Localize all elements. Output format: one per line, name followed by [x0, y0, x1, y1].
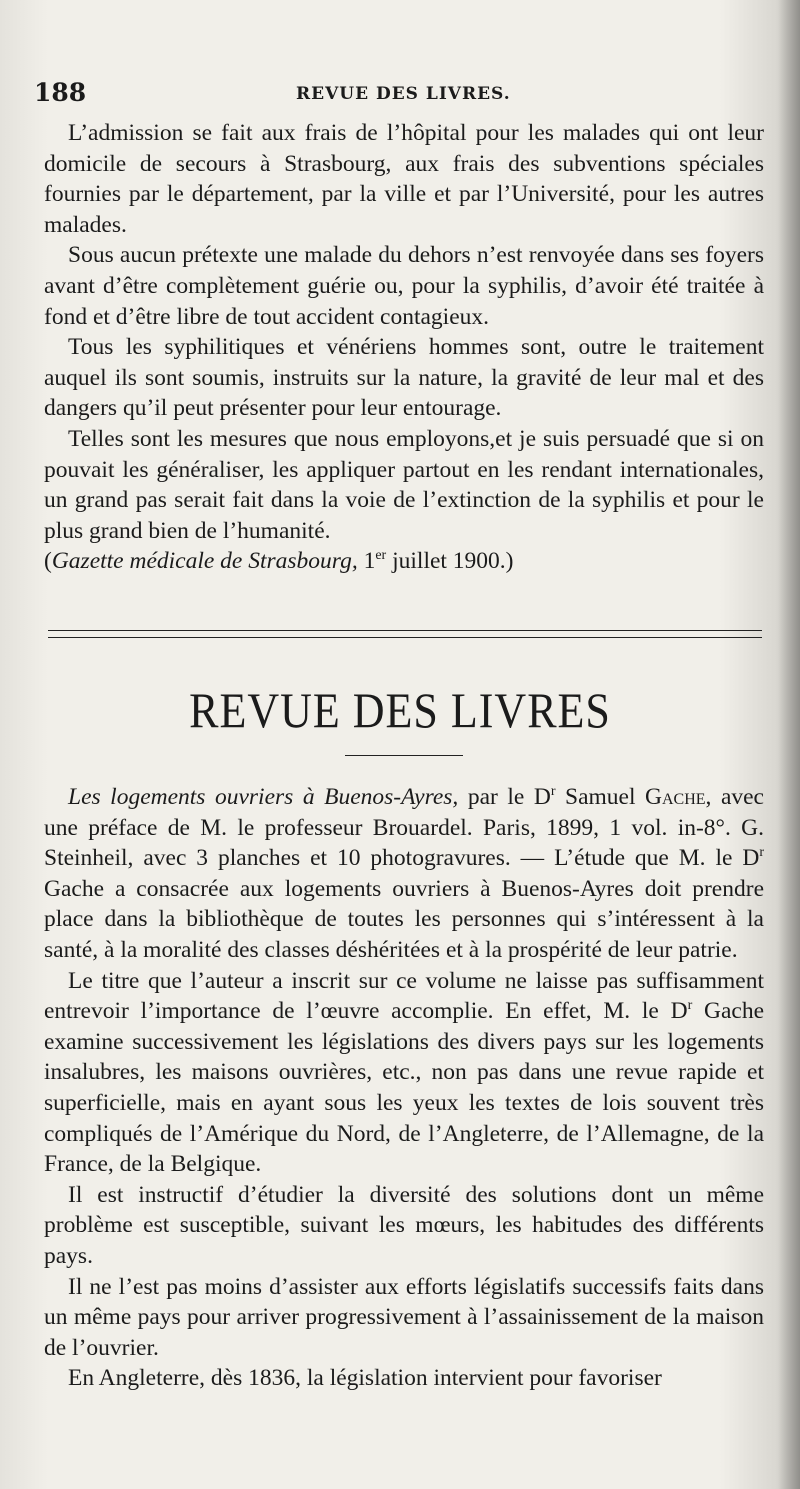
paragraph: Tous les syphilitiques et vénériens hommes sont, outre le traitement auquel ils sont soumis, instruits sur la nature, la gravité de leur mal et des dangers qu’il peut présenter pour leur entourage. [44, 334, 764, 422]
citation-journal: Gazette médicale de Strasbourg, [51, 548, 358, 575]
running-title: REVUE DES LIVRES. [296, 84, 511, 104]
author-name: Gache, [645, 784, 712, 810]
paragraph: L’admission se fait aux frais de l’hôpital pour les malades qui ont leur domicile de secours à Strasbourg, aux frais des subventions spéciales fournies par le département, par la ville et par l’Université, pour les autres malades. [44, 120, 764, 238]
paragraph: Telles sont les mesures que nous employons,et je suis persuadé que si on pouvait les généraliser, les appliquer partout en les rendant internationales, un grand pas serait fait dans la voie de l’extinction de la syphilis et pour le plus grand bien de l’humanité. [44, 425, 764, 544]
running-head [34, 78, 764, 110]
paragraph: Il est instructif d’étudier la diversité des solutions dont un même problème est susceptible, suivant les mœurs, les habitudes des différents pays. [44, 1181, 764, 1269]
page-edge-shadow [778, 0, 800, 1489]
citation: (Gazette médicale de Strasbourg, 1er juillet 1900.) [44, 548, 514, 575]
page-number: 188 [34, 78, 87, 107]
book-review [44, 782, 764, 1394]
section-title: REVUE DES LIVRES [189, 683, 611, 738]
review-lead-paragraph: Les logements ouvriers à Buenos-Ayres, par le $D^r$ Samuel Gache, avec une préface de M. le professeur Brouardel. Paris, 1899, 1 vol. in-8°. G. Steinheil, avec 3 planches et 10 photogravures. — L’étude que M. le $D^r$ Gache a consacrée aux logements ouvriers à Buenos-Ayres doit prendre place dans la bibliothèque de toutes les personnes qui s’intéressent à la santé, à la moralité des classes déshéritées et à la prospérité de leur patrie. [44, 784, 764, 963]
title-underline [345, 755, 463, 756]
paragraph: Le titre que l’auteur a inscrit sur ce volume ne laisse pas suffisamment entrevoir l’importance de l’œuvre accomplie. En effet, M. le $D^r$ Gache examine successivement les législations des divers pays sur les logements insalubres, les maisons ouvrières, etc., non pas dans une revue rapide et superficielle, mais en ayant sous les yeux les textes de lois souvent très compliqués de l’Amérique du Nord, de l’Angleterre, de l’Allemagne, de la France, de la Belgique. [44, 967, 765, 1178]
paragraph: Il ne l’est pas moins d’assister aux efforts législatifs successifs faits dans un même pays pour arriver progressivement à l’assainissement de la maison de l’ouvrier. [44, 1273, 764, 1361]
section-divider-bottom [48, 637, 762, 638]
article-end [44, 118, 764, 577]
paragraph: En Angleterre, dès 1836, la législation intervient pour favoriser [68, 1365, 662, 1392]
paragraph: Sous aucun prétexte une malade du dehors n’est renvoyée dans ses foyers avant d’être complètement guérie ou, pour la syphilis, d’avoir été traitée à fond et d’être libre de tout accident contagieux. [44, 242, 764, 330]
section-divider-top [48, 630, 762, 631]
book-title: Les logements ouvriers à Buenos-Ayres, [68, 784, 459, 810]
